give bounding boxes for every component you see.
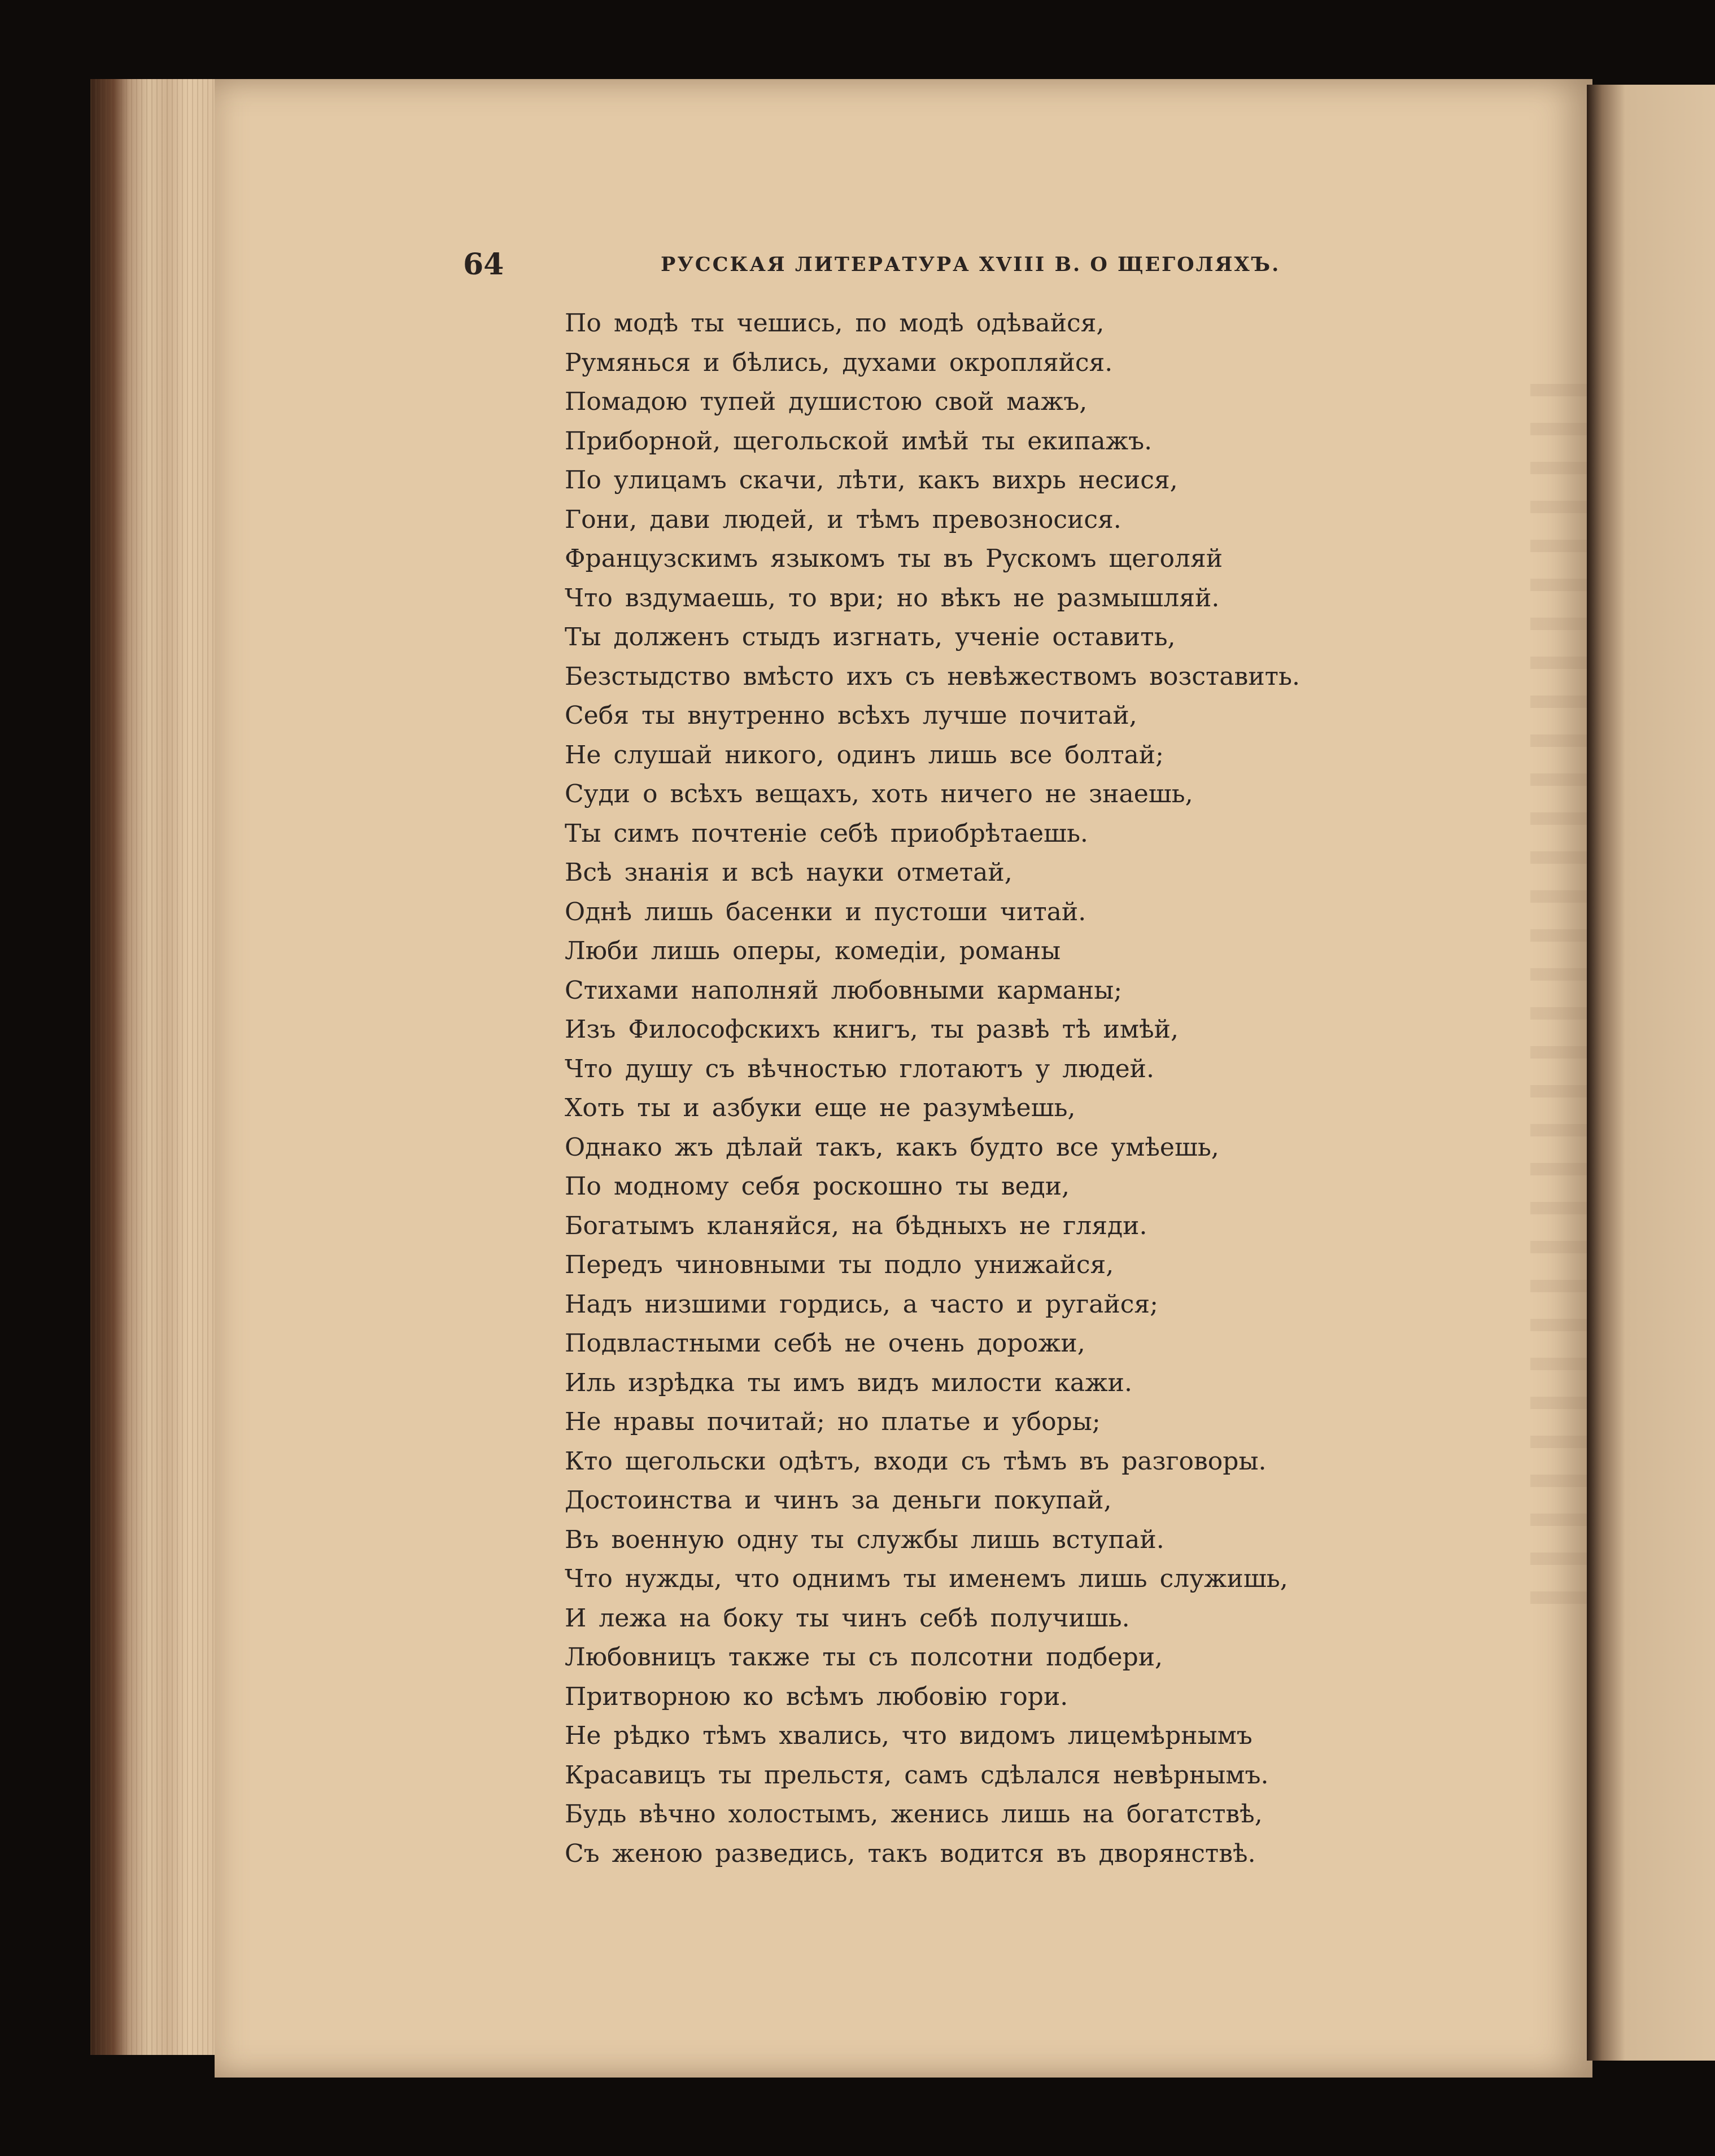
poem-line: Достоинства и чинъ за деньги покупай, — [565, 1486, 1112, 1515]
poem-line: Что вздумаешь, то ври; но вѣкъ не размышляй. — [565, 583, 1220, 613]
poem-line: Ты долженъ стыдъ изгнать, ученіе оставить, — [565, 623, 1176, 651]
poem-line: Въ военную одну ты службы лишь вступай. — [565, 1525, 1164, 1554]
poem-line: Всѣ знанія и всѣ науки отметай, — [565, 858, 1013, 887]
poem-line: Съ женою разведись, такъ водится въ дворянствѣ. — [565, 1839, 1256, 1868]
poem-line: Приборной, щегольской имѣй ты екипажъ. — [565, 426, 1153, 456]
page-number: 64 — [463, 247, 504, 282]
poem-line: Французскимъ языкомъ ты въ Рускомъ щеголяй — [565, 544, 1223, 573]
poem-line: Ты симъ почтеніе себѣ приобрѣтаешь. — [565, 819, 1088, 848]
poem-line: Любовницъ также ты съ полсотни подбери, — [565, 1643, 1163, 1672]
poem-line: По улицамъ скачи, лѣти, какъ вихрь несися, — [565, 466, 1178, 495]
poem-line: Суди о всѣхъ вещахъ, хоть ничего не знаешь, — [565, 780, 1193, 808]
poem-line: Гони, дави людей, и тѣмъ превозносися. — [565, 505, 1121, 534]
page-header — [463, 247, 1281, 282]
poem-line: Не нравы почитай; но платье и уборы; — [565, 1407, 1101, 1436]
poem-line: Стихами наполняй любовными карманы; — [565, 976, 1123, 1005]
poem-line: Подвластными себѣ не очень дорожи, — [565, 1329, 1085, 1358]
poem-line: Себя ты внутренно всѣхъ лучше почитай, — [565, 701, 1137, 730]
poem-text — [565, 304, 1355, 1873]
poem-line: Притворною ко всѣмъ любовію гори. — [565, 1682, 1068, 1711]
running-head: РУССКАЯ ЛИТЕРАТУРА XVIII В. О ЩЕГОЛЯХЪ. — [661, 253, 1281, 276]
poem-line: Люби лишь оперы, комедіи, романы — [565, 937, 1061, 965]
book-page-edges — [90, 79, 220, 2055]
poem-line: Не рѣдко тѣмъ хвались, что видомъ лицемѣрнымъ — [565, 1721, 1253, 1750]
poem-line: Не слушай никого, одинъ лишь все болтай; — [565, 740, 1164, 769]
poem-line: Хоть ты и азбуки еще не разумѣешь, — [565, 1094, 1076, 1122]
poem-line: Однѣ лишь басенки и пустоши читай. — [565, 897, 1086, 926]
poem-line: Богатымъ кланяйся, на бѣдныхъ не гляди. — [565, 1211, 1147, 1240]
poem-line: Безстыдство вмѣсто ихъ съ невѣжествомъ возставить. — [565, 662, 1300, 691]
poem-line: Надъ низшими гордись, а часто и ругайся; — [565, 1289, 1158, 1319]
facing-page-edge — [1587, 85, 1715, 2061]
poem-line: Кто щегольски одѣтъ, входи съ тѣмъ въ разговоры. — [565, 1446, 1267, 1476]
poem-line: Иль изрѣдка ты имъ видъ милости кажи. — [565, 1368, 1132, 1397]
poem-line: По модному себя роскошно ты веди, — [565, 1172, 1070, 1201]
poem-line: Что душу съ вѣчностью глотаютъ у людей. — [565, 1054, 1154, 1083]
poem-line: Красавицъ ты прельстя, самъ сдѣлался невѣрнымъ. — [565, 1760, 1269, 1790]
poem-line: Передъ чиновными ты подло унижайся, — [565, 1250, 1114, 1279]
poem-line: И лежа на боку ты чинъ себѣ получишь. — [565, 1603, 1130, 1633]
poem-line: По модѣ ты чешись, по модѣ одѣвайся, — [565, 309, 1105, 338]
poem-line: Изъ Философскихъ книгъ, ты развѣ тѣ имѣй, — [565, 1015, 1179, 1044]
poem-line: Помадою тупей душистою свой мажъ, — [565, 387, 1088, 416]
poem-line: Румянься и бѣлись, духами окропляйся. — [565, 348, 1113, 377]
poem-line: Однако жъ дѣлай такъ, какъ будто все умѣешь, — [565, 1132, 1219, 1162]
poem-line: Будь вѣчно холостымъ, женись лишь на богатствѣ, — [565, 1800, 1263, 1829]
poem-line: Что нужды, что однимъ ты именемъ лишь служишь, — [565, 1564, 1288, 1593]
